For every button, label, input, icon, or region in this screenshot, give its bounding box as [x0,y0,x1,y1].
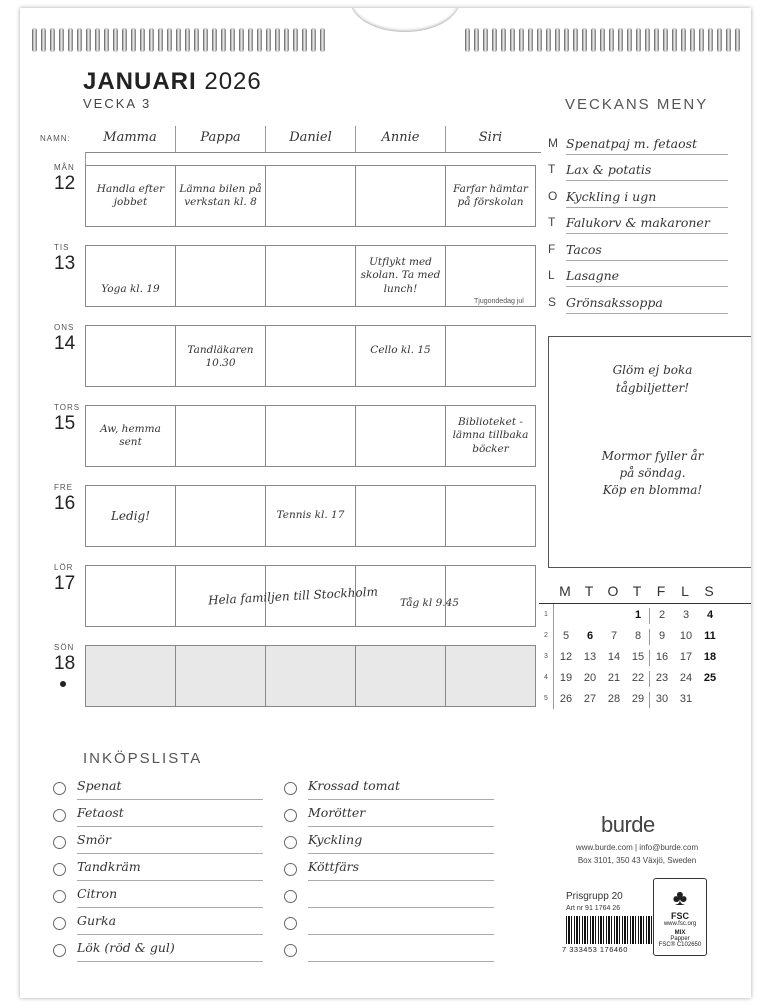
article-number: Art nr 91 1764 26 [566,905,621,912]
month-label: JANUARI [83,68,197,95]
day-cell[interactable] [175,246,265,306]
day-cell[interactable] [86,566,175,626]
menu-row[interactable] [548,181,728,208]
cal-day[interactable]: 4 [706,608,714,621]
holiday-note: Tjugondedag jul [474,298,524,305]
checkbox-circle[interactable] [53,782,66,795]
list-item-text: Lök (röd & gul) [77,940,263,962]
year-label: 2026 [204,68,262,95]
cal-day[interactable]: 9 [658,629,666,642]
cal-day[interactable]: 16 [655,650,669,663]
contact-address: Box 3101, 350 43 Växjö, Sweden [577,856,697,865]
spiral-binding-right [465,28,740,56]
brand-logo: burde [601,812,655,837]
list-item[interactable] [53,908,263,935]
price-group: Prisgrupp 20 [566,891,623,902]
cal-day[interactable]: 26 [559,692,573,705]
list-item[interactable] [53,854,263,881]
weekday-label: L [681,583,689,599]
day-cell[interactable]: Yoga kl. 19 [101,282,160,295]
weekday-label: O [607,583,619,599]
name-column: Pappa [175,126,265,152]
note-line: Glöm ej boka [612,363,693,377]
week-number: 1 [539,604,554,625]
fsc-papper: Papper [670,936,690,942]
name-column: Mamma [103,130,157,145]
day-cell[interactable] [86,646,175,706]
day-cell[interactable] [265,646,355,706]
cal-day[interactable]: 10 [679,629,693,642]
names-label: NAMN: [40,134,71,143]
list-item[interactable] [53,800,263,827]
day-row-sun [40,643,544,707]
shopping-title: INKÖPSLISTA [83,750,203,767]
name-column: Siri [445,126,535,152]
day-cell[interactable] [265,166,355,226]
note-line: Mormor fyller år [601,449,704,463]
fsc-code: FSC® C102650 [658,942,702,948]
day-cell[interactable] [265,246,355,306]
cal-day[interactable]: 29 [631,692,645,705]
menu-dish: Tacos [566,242,728,261]
cal-day[interactable]: 21 [607,671,621,684]
cal-day[interactable]: 25 [703,671,717,684]
list-item[interactable] [284,854,494,881]
fsc-mix: MIX [674,930,686,936]
cal-day[interactable]: 1 [634,608,642,621]
list-item[interactable] [53,773,263,800]
calendar-page [20,8,751,998]
checkbox-circle[interactable] [53,890,66,903]
cal-day[interactable]: 22 [631,671,645,684]
day-number: 13 [54,253,76,274]
day-cell[interactable]: Aw, hemma sent [100,422,161,448]
menu-dish: Spenatpaj m. fetaost [566,136,728,155]
list-item[interactable] [284,908,494,935]
shopping-list-col2 [284,773,494,962]
notes-box[interactable] [548,336,751,568]
checkbox-circle[interactable] [284,782,297,795]
contact-web: www.burde.com | info@burde.com [575,843,699,852]
checkbox-circle[interactable] [53,809,66,822]
mini-calendar [539,583,751,709]
day-row-thu [40,403,544,467]
menu-row[interactable] [548,261,728,288]
publisher-contact [562,841,712,867]
list-item-text: Gurka [77,913,263,935]
list-item[interactable] [284,827,494,854]
list-item-text: Tandkräm [77,859,263,881]
menu-letter: O [548,188,558,203]
list-item-text: Köttfärs [308,859,494,881]
weekday-header [553,583,751,599]
day-row-tue [40,243,544,307]
cal-day[interactable]: 28 [607,692,621,705]
note-line: Köp en blomma! [602,483,703,497]
barcode-number: 7 333453 176460 [562,945,628,954]
menu-row[interactable] [548,128,728,155]
checkbox-circle[interactable] [284,809,297,822]
day-cell[interactable] [445,646,535,706]
day-name: TORS [54,403,81,412]
day-number: 15 [54,413,76,434]
checkbox-circle[interactable] [284,836,297,849]
menu-row[interactable] [548,208,728,235]
cal-day[interactable]: 8 [634,629,642,642]
list-item[interactable] [284,881,494,908]
name-column: Annie [355,126,445,152]
cal-day[interactable]: 20 [583,671,597,684]
checkbox-circle[interactable] [53,863,66,876]
day-cell[interactable] [175,486,265,546]
day-cell[interactable]: Lämna bilen på verkstan kl. 8 [175,166,265,226]
fsc-badge [653,878,707,956]
weekday-label: M [559,583,571,599]
cal-day[interactable]: 19 [559,671,573,684]
week-number: 3 [539,646,554,667]
menu-letter: S [548,294,557,309]
list-item[interactable] [53,935,263,962]
day-number: 12 [54,173,76,194]
list-item-text: Fetaost [77,805,263,827]
day-cell[interactable] [265,326,355,386]
day-name: SÖN [54,643,75,652]
weekly-menu [548,128,728,314]
week-number: 2 [539,625,554,646]
fsc-label: FSC [671,911,689,921]
calendar-grid [539,603,751,709]
list-item-text: Kyckling [308,832,494,854]
checkbox-circle[interactable] [53,836,66,849]
cal-day[interactable]: 5 [562,629,570,642]
names-header [85,126,541,152]
list-item[interactable] [53,881,263,908]
day-cell[interactable] [175,646,265,706]
day-row-sat [40,563,544,627]
day-number: 17 [54,573,76,594]
day-cell[interactable]: Cello kl. 15 [355,326,445,386]
day-row-mon [40,163,544,227]
day-cell[interactable] [86,326,175,386]
list-item-text [308,886,494,908]
day-cell[interactable]: Tennis kl. 17 [265,486,355,546]
day-name: MÅN [54,163,75,172]
menu-dish: Grönsakssoppa [566,295,728,314]
cal-day[interactable]: 18 [703,650,717,663]
barcode-icon [566,916,654,944]
today-dot [60,681,66,687]
shopping-list-col1 [53,773,263,962]
name-column: Daniel [265,126,355,152]
checkbox-circle[interactable] [284,944,297,957]
day-number: 14 [54,333,76,354]
day-cell[interactable] [355,646,445,706]
day-cell[interactable]: Tandläkaren 10.30 [175,326,265,386]
menu-letter: T [548,162,556,176]
weekday-label: T [584,583,594,599]
cal-day[interactable]: 3 [682,608,690,621]
checkbox-circle[interactable] [284,863,297,876]
day-cell[interactable] [355,486,445,546]
day-cell[interactable] [355,406,445,466]
menu-letter: M [548,135,558,150]
cal-day[interactable]: 24 [679,671,693,684]
list-item[interactable] [284,773,494,800]
cal-day[interactable]: 13 [583,650,597,663]
list-item-text [308,940,494,962]
cal-day[interactable]: 2 [658,608,666,621]
day-row-wed [40,323,544,387]
cal-day[interactable]: 6 [586,629,594,642]
cal-day[interactable]: 27 [583,692,597,705]
menu-row[interactable] [548,234,728,261]
checkbox-circle[interactable] [284,917,297,930]
day-cell[interactable]: Handla efter jobbet [96,182,165,208]
menu-dish: Falukorv & makaroner [566,215,728,234]
list-item-text [308,913,494,935]
menu-row[interactable] [548,287,728,314]
weekday-label: F [656,583,666,599]
list-item-text: Citron [77,886,263,908]
list-item[interactable] [284,800,494,827]
fsc-tree-icon: ♣ [672,885,688,910]
day-cell[interactable] [355,166,445,226]
list-item-text: Spenat [77,778,263,800]
day-cell[interactable] [175,406,265,466]
cal-day[interactable]: 23 [655,671,669,684]
list-item-text: Morötter [308,805,494,827]
menu-title: VECKANS MENY [565,96,709,113]
day-row-fri [40,483,544,547]
page-title [83,68,262,96]
checkbox-circle[interactable] [53,917,66,930]
menu-dish: Lax & potatis [566,162,728,181]
menu-dish: Lasagne [566,268,728,287]
cal-day[interactable]: 15 [631,650,645,663]
checkbox-circle[interactable] [53,944,66,957]
cal-day[interactable]: 11 [704,629,716,642]
menu-letter: L [548,268,555,282]
list-item[interactable] [284,935,494,962]
day-cell[interactable] [265,406,355,466]
note-line: tågbiljetter! [615,381,690,395]
cal-day[interactable]: 12 [559,650,573,663]
day-cell[interactable] [445,566,535,626]
cal-day[interactable]: 7 [610,629,618,642]
day-name: FRE [54,483,73,492]
cal-day[interactable]: 30 [655,692,669,705]
cal-day[interactable]: 17 [679,650,693,663]
week-number: 5 [539,688,554,709]
weekday-label: T [632,583,642,599]
day-cell[interactable]: Biblioteket - lämna tillbaka böcker [445,406,535,466]
week-number: 4 [539,667,554,688]
day-name: LÖR [54,563,74,572]
day-number: 18 [54,653,76,674]
day-cell[interactable]: Utflykt med skolan. Ta med lunch! [355,246,445,306]
day-cell[interactable]: Ledig! [110,508,151,523]
day-cell[interactable] [445,326,535,386]
weekday-label: S [704,583,714,599]
menu-letter: F [548,241,556,256]
day-cell[interactable] [445,486,535,546]
menu-row[interactable] [548,155,728,182]
hanger-notch [350,8,460,32]
list-item-text: Smör [77,832,263,854]
note-line: på söndag. [619,466,686,480]
cal-day[interactable]: 31 [679,692,693,705]
day-name: ONS [54,323,75,332]
list-item-text: Krossad tomat [308,778,494,800]
day-cell[interactable] [445,246,535,306]
week-label: VECKA 3 [83,96,152,111]
menu-dish: Kyckling i ugn [566,189,728,208]
family-event: Hela familjen till Stockholm [207,584,379,608]
day-name: TIS [54,243,70,252]
checkbox-circle[interactable] [284,890,297,903]
day-cell[interactable]: Farfar hämtar på förskolan [445,166,535,226]
day-number: 16 [54,493,76,514]
list-item[interactable] [53,827,263,854]
spiral-binding-left [32,28,325,56]
train-time: Tåg kl 9.45 [400,597,459,609]
menu-letter: T [548,215,556,229]
cal-day[interactable]: 14 [607,650,621,663]
fsc-site: www.fsc.org [663,921,697,927]
